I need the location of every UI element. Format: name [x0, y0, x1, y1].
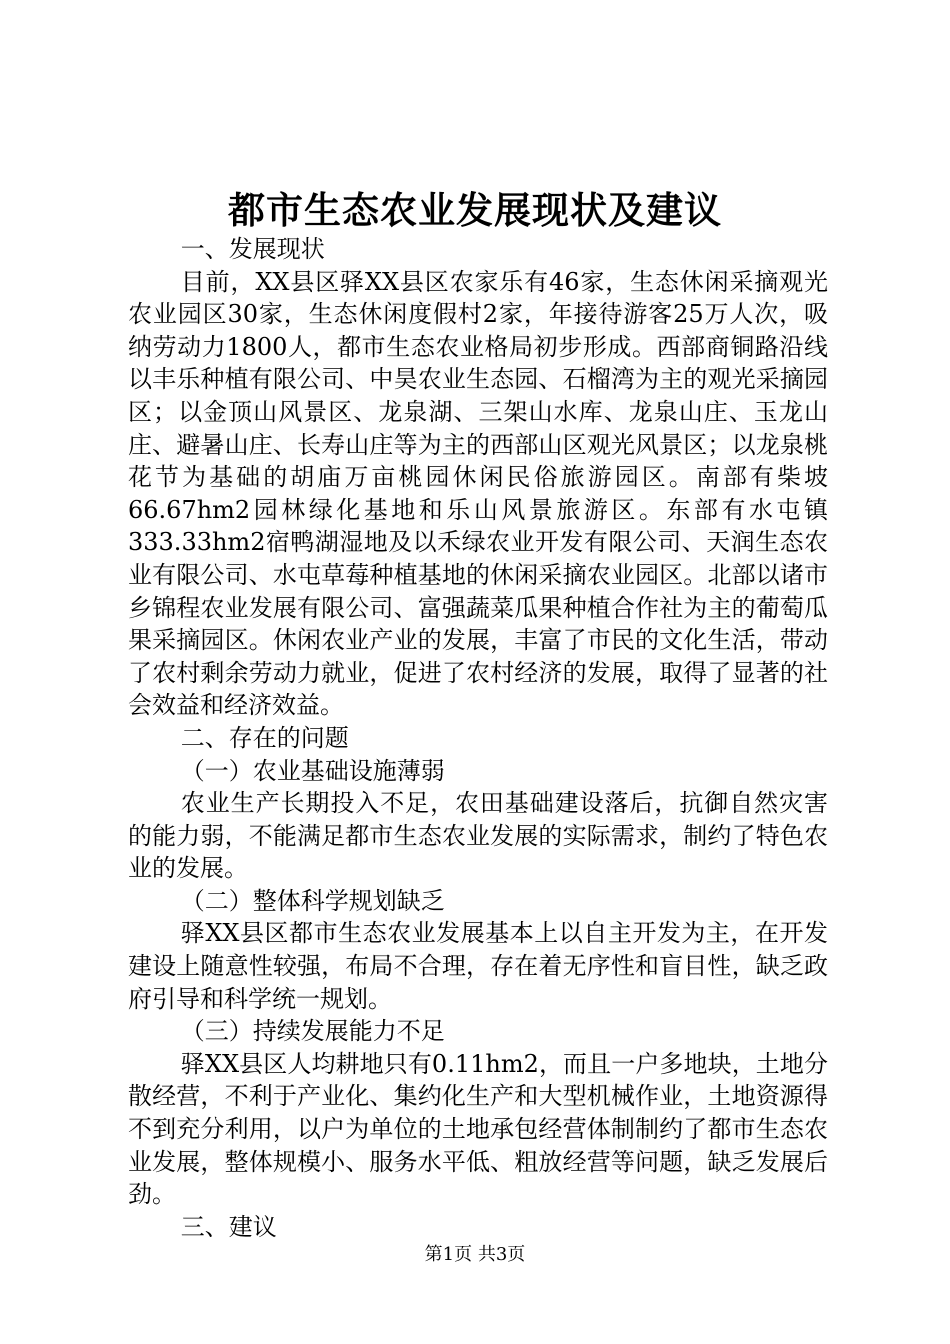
document-title: 都市生态农业发展现状及建议: [228, 188, 722, 232]
body-paragraph: 农业生产长期投入不足，农田基础建设落后，抗御自然灾害的能力弱，不能满足都市生态农业发展的实际需求，制约了特色农业的发展。: [128, 789, 828, 883]
document-body: [128, 233, 828, 1243]
page-number-footer: 第1页 共3页: [424, 1244, 526, 1265]
section-heading: 三、建议: [180, 1212, 277, 1241]
subsection-heading: （二）整体科学规划缺乏: [180, 886, 445, 915]
subsection-heading: （三）持续发展能力不足: [180, 1017, 445, 1046]
subsection-heading: （一）农业基础设施薄弱: [180, 756, 445, 785]
body-paragraph: 驿XX县区人均耕地只有0.11hm2，而且一户多地块，土地分散经营，不利于产业化、集约化生产和大型机械作业，土地资源得不到充分利用，以户为单位的土地承包经营体制制约了都市生态农业发展，整体规模小、服务水平低、粗放经营等问题，缺乏发展后劲。: [128, 1049, 828, 1209]
section-heading: 一、发展现状: [180, 235, 325, 263]
body-paragraph: 目前，XX县区驿XX县区农家乐有46家，生态休闲采摘观光农业园区30家，生态休闲度假村2家，年接待游客25万人次，吸纳劳动力1800人，都市生态农业格局初步形成。西部商铜路沿线以丰乐种植有限公司、中昊农业生态园、石榴湾为主的观光采摘园区；以金顶山风景区、龙泉湖、三架山水库、龙泉山庄、玉龙山庄、避暑山庄、长寿山庄等为主的西部山区观光风景区；以龙泉桃花节为基础的胡庙万亩桃园休闲民俗旅游园区。南部有柴坡66.67hm2园林绿化基地和乐山风景旅游区。东部有水屯镇333.33hm2宿鸭湖湿地及以禾绿农业开发有限公司、天润生态农业有限公司、水屯草莓种植基地的休闲采摘农业园区。北部以诸市乡锦程农业发展有限公司、富强蔬菜瓜果种植合作社为主的葡萄瓜果采摘园区。休闲农业产业的发展，丰富了市民的文化生活，带动了农村剩余劳动力就业，促进了农村经济的发展，取得了显著的社会效益和经济效益。: [128, 267, 828, 720]
body-paragraph: 驿XX县区都市生态农业发展基本上以自主开发为主，在开发建设上随意性较强，布局不合理，存在着无序性和盲目性，缺乏政府引导和科学统一规划。: [128, 919, 828, 1013]
section-heading: 二、存在的问题: [180, 723, 349, 752]
